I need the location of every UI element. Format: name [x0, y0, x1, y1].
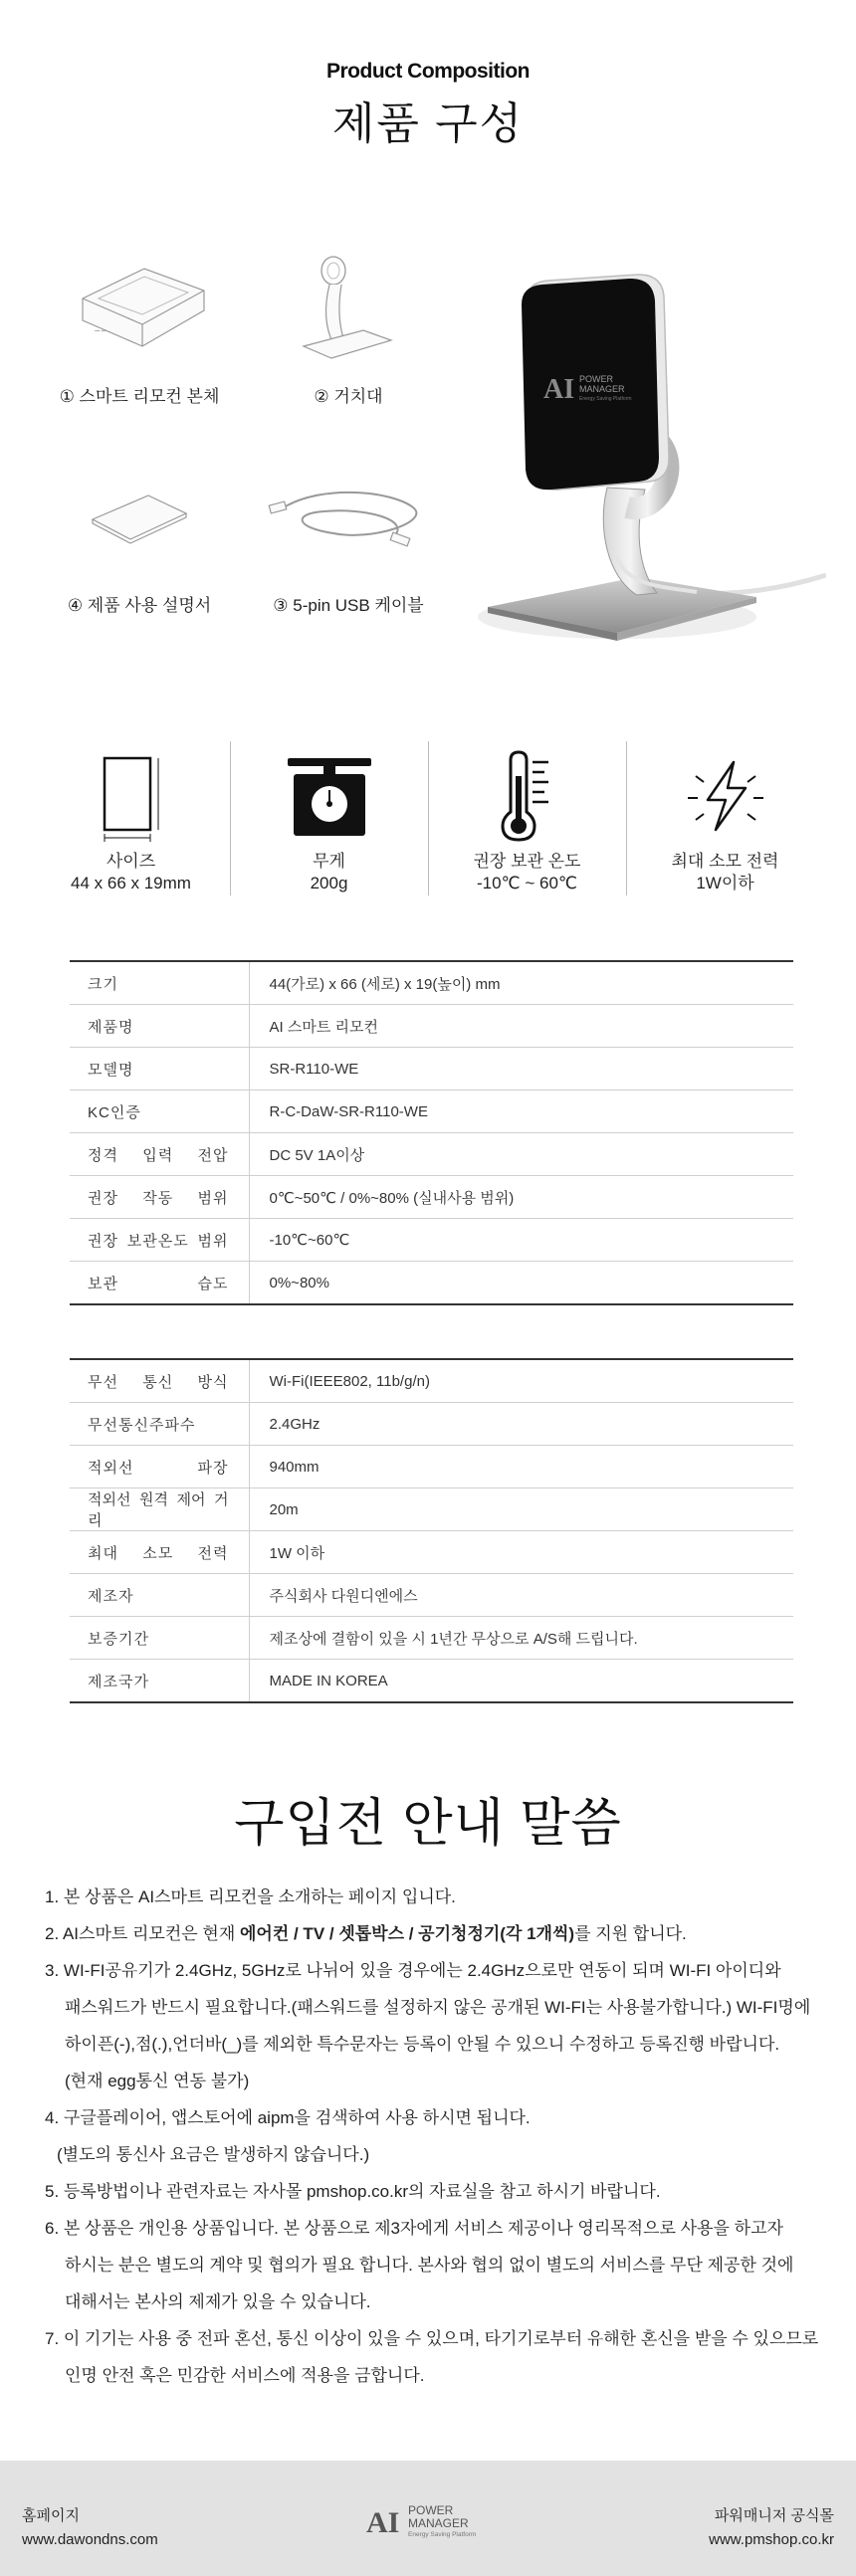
- notice-item: [45, 1915, 821, 1952]
- spec-value: 2.4GHz: [249, 1403, 793, 1446]
- spec-value: 0℃~50℃ / 0%~80% (실내사용 범위): [249, 1176, 793, 1219]
- notice-text: 를 지원 합니다.: [574, 1924, 687, 1943]
- notice-item: 6. 본 상품은 개인용 상품입니다. 본 상품으로 제3자에게 서비스 제공이나 영리목적으로 사용을 하고자: [45, 2219, 783, 2238]
- manual-icon: [65, 478, 214, 577]
- spec-value: 제조상에 결함이 있을 시 1년간 무상으로 A/S해 드립니다.: [249, 1617, 793, 1660]
- spec-key: 제품명: [70, 1005, 249, 1048]
- spec-power-name: 최대 소모 전력: [671, 852, 779, 871]
- table-row: [70, 1617, 793, 1660]
- spec-power-value: 1W이하: [696, 874, 754, 892]
- composition-label: ① 스마트 리모컨 본체: [59, 387, 220, 406]
- notice-bold-text: 에어컨 / TV / 셋톱박스 / 공기청정기(각 1개씩): [240, 1924, 575, 1943]
- table-row: [70, 1133, 793, 1176]
- composition-label: ③ 5-pin USB 케이블: [273, 596, 424, 615]
- footer-logo-sub: Energy Saving Platform: [408, 2531, 477, 2538]
- spec-key: 보증기간: [70, 1617, 249, 1660]
- spec-value: R-C-DaW-SR-R110-WE: [249, 1090, 793, 1133]
- table-row: [70, 961, 793, 1005]
- spec-value: 940mm: [249, 1446, 793, 1488]
- spec-size-name: 사이즈: [106, 852, 156, 871]
- size-icon: [97, 746, 166, 846]
- composition-item-stand: [249, 249, 448, 407]
- spec-icons-row: [32, 741, 824, 920]
- footer-logo-ai: AI: [366, 2506, 400, 2539]
- notice-item-cont: 패스워드가 반드시 필요합니다.(패스워드를 설정하지 않은 공개된 WI-FI는 사용불가합니다.) WI-FI명에: [65, 1998, 811, 2017]
- device-logo-ai: AI: [543, 374, 575, 405]
- footer-logo-manager: MANAGER: [408, 2516, 469, 2530]
- device-logo-sub: Energy Saving Platform: [579, 396, 632, 402]
- footer-shop-link[interactable]: www.pmshop.co.kr: [709, 2531, 834, 2548]
- table-row: [70, 1176, 793, 1219]
- spec-value: MADE IN KOREA: [249, 1660, 793, 1703]
- spec-key: KC인증: [70, 1090, 249, 1133]
- spec-weight-name: 무게: [313, 852, 345, 871]
- notice-item-cont: 인명 안전 혹은 민감한 서비스에 적용을 금합니다.: [65, 2366, 425, 2385]
- spec-value: Wi-Fi(IEEE802, 11b/g/n): [249, 1359, 793, 1403]
- composition-item-cable: [249, 478, 448, 616]
- table-row: [70, 1403, 793, 1446]
- spec-key: 적외선 파장: [70, 1446, 249, 1488]
- device-logo-power: POWER: [579, 374, 614, 384]
- notice-item-cont: (현재 egg통신 연동 불가): [65, 2072, 250, 2090]
- spec-key: 무선 통신 방식: [70, 1359, 249, 1403]
- spec-weight: [230, 741, 428, 920]
- spec-temperature-name: 권장 보관 온도: [473, 852, 581, 871]
- remote-body-icon: [65, 249, 214, 368]
- spec-key: 크기: [70, 961, 249, 1005]
- spec-key: 제조자: [70, 1574, 249, 1617]
- stand-icon: [274, 249, 423, 368]
- device-logo-manager: MANAGER: [579, 384, 625, 394]
- table-row: [70, 1048, 793, 1090]
- footer-homepage-link[interactable]: www.dawondns.com: [22, 2531, 158, 2548]
- table-row: [70, 1531, 793, 1574]
- notice-item: 4. 구글플레이어, 앱스토어에 aipm을 검색하여 사용 하시면 됩니다.: [45, 2108, 531, 2127]
- spec-key: 정격 입력 전압: [70, 1133, 249, 1176]
- notice-item-cont: (별도의 통신사 요금은 발생하지 않습니다.): [57, 2145, 370, 2164]
- notice-item: 3. WI-FI공유기가 2.4GHz, 5GHz로 나뉘어 있을 경우에는 2.4GHz으로만 연동이 되며 WI-FI 아이디와: [45, 1961, 781, 1980]
- spec-table-general: [70, 960, 793, 1305]
- spec-value: AI 스마트 리모컨: [249, 1005, 793, 1048]
- header-title-en: Product Composition: [326, 60, 530, 83]
- composition-item-manual: [40, 478, 239, 616]
- footer-homepage-label: 홈페이지: [22, 2507, 80, 2524]
- spec-key: 무선통신주파수: [70, 1403, 249, 1446]
- spec-key: 모델명: [70, 1048, 249, 1090]
- spec-table-wireless: [70, 1358, 793, 1703]
- notice-title: 구입전 안내 말씀: [234, 1795, 622, 1853]
- spec-value: DC 5V 1A이상: [249, 1133, 793, 1176]
- spec-value: 1W 이하: [249, 1531, 793, 1574]
- composition-grid: [40, 249, 458, 667]
- notice-text: 2. AI스마트 리모컨은 현재: [45, 1924, 240, 1943]
- notice-item-cont: 하시는 분은 별도의 계약 및 협의가 필요 합니다. 본사와 협의 없이 별도의 서비스를 무단 제공한 것에: [65, 2256, 794, 2275]
- spec-power: [626, 741, 824, 920]
- scale-icon: [280, 746, 379, 846]
- device-product-image: [458, 259, 826, 716]
- table-row: [70, 1359, 793, 1403]
- notice-item: 1. 본 상품은 AI스마트 리모컨을 소개하는 페이지 입니다.: [45, 1887, 456, 1906]
- footer: [0, 2461, 856, 2576]
- table-row: [70, 1660, 793, 1703]
- footer-right: [709, 2504, 834, 2552]
- spec-key: 보관 습도: [70, 1262, 249, 1305]
- footer-left: [22, 2504, 158, 2552]
- composition-label: ④ 제품 사용 설명서: [67, 596, 212, 615]
- notice-item: 5. 등록방법이나 관련자료는 자사몰 pmshop.co.kr의 자료실을 참고 하시기 바랍니다.: [45, 2182, 661, 2201]
- notice-item-cont: 하이픈(-),점(.),언더바(_)를 제외한 특수문자는 등록이 안될 수 있으니 수정하고 등록진행 바랍니다.: [65, 2035, 780, 2054]
- svg-text:▪▪▪ ▪▪▪: ▪▪▪ ▪▪▪: [95, 328, 107, 334]
- footer-logo-power: POWER: [408, 2503, 454, 2517]
- notice-item-cont: 대해서는 본사의 제제가 있을 수 있습니다.: [65, 2292, 371, 2311]
- notice-list: [45, 1879, 821, 2394]
- composition-item-remote: [40, 249, 239, 407]
- table-row: [70, 1005, 793, 1048]
- header-title-ko: 제품 구성: [331, 99, 525, 148]
- notice-item: 7. 이 기기는 사용 중 전파 혼선, 통신 이상이 있을 수 있으며, 타기기로부터 유해한 혼신을 받을 수 있으므로: [45, 2329, 819, 2348]
- table-row: [70, 1488, 793, 1531]
- spec-value: SR-R110-WE: [249, 1048, 793, 1090]
- table-row: [70, 1090, 793, 1133]
- spec-temperature: [428, 741, 626, 920]
- section-header: [0, 60, 856, 151]
- table-row: [70, 1219, 793, 1262]
- spec-key: 권장 보관온도 범위: [70, 1219, 249, 1262]
- spec-value: 0%~80%: [249, 1262, 793, 1305]
- spec-key: 제조국가: [70, 1660, 249, 1703]
- spec-value: 20m: [249, 1488, 793, 1531]
- table-row: [70, 1446, 793, 1488]
- lightning-icon: [676, 746, 775, 846]
- power-manager-logo: [364, 2498, 504, 2542]
- spec-weight-value: 200g: [310, 874, 348, 892]
- spec-value: 44(가로) x 66 (세로) x 19(높이) mm: [249, 961, 793, 1005]
- spec-size-value: 44 x 66 x 19mm: [71, 874, 191, 892]
- spec-value: 주식회사 다원디엔에스: [249, 1574, 793, 1617]
- spec-temperature-value: -10℃ ~ 60℃: [476, 874, 578, 892]
- table-row: [70, 1574, 793, 1617]
- thermometer-icon: [493, 746, 562, 846]
- table-row: [70, 1262, 793, 1305]
- spec-size: [32, 741, 230, 920]
- spec-value: -10℃~60℃: [249, 1219, 793, 1262]
- spec-key: 권장 작동 범위: [70, 1176, 249, 1219]
- usb-cable-icon: [264, 478, 433, 577]
- spec-key: 최대 소모 전력: [70, 1531, 249, 1574]
- spec-key: 적외선 원격 제어 거리: [70, 1488, 249, 1531]
- composition-label: ② 거치대: [314, 387, 383, 406]
- footer-shop-label: 파워매니저 공식몰: [714, 2507, 834, 2524]
